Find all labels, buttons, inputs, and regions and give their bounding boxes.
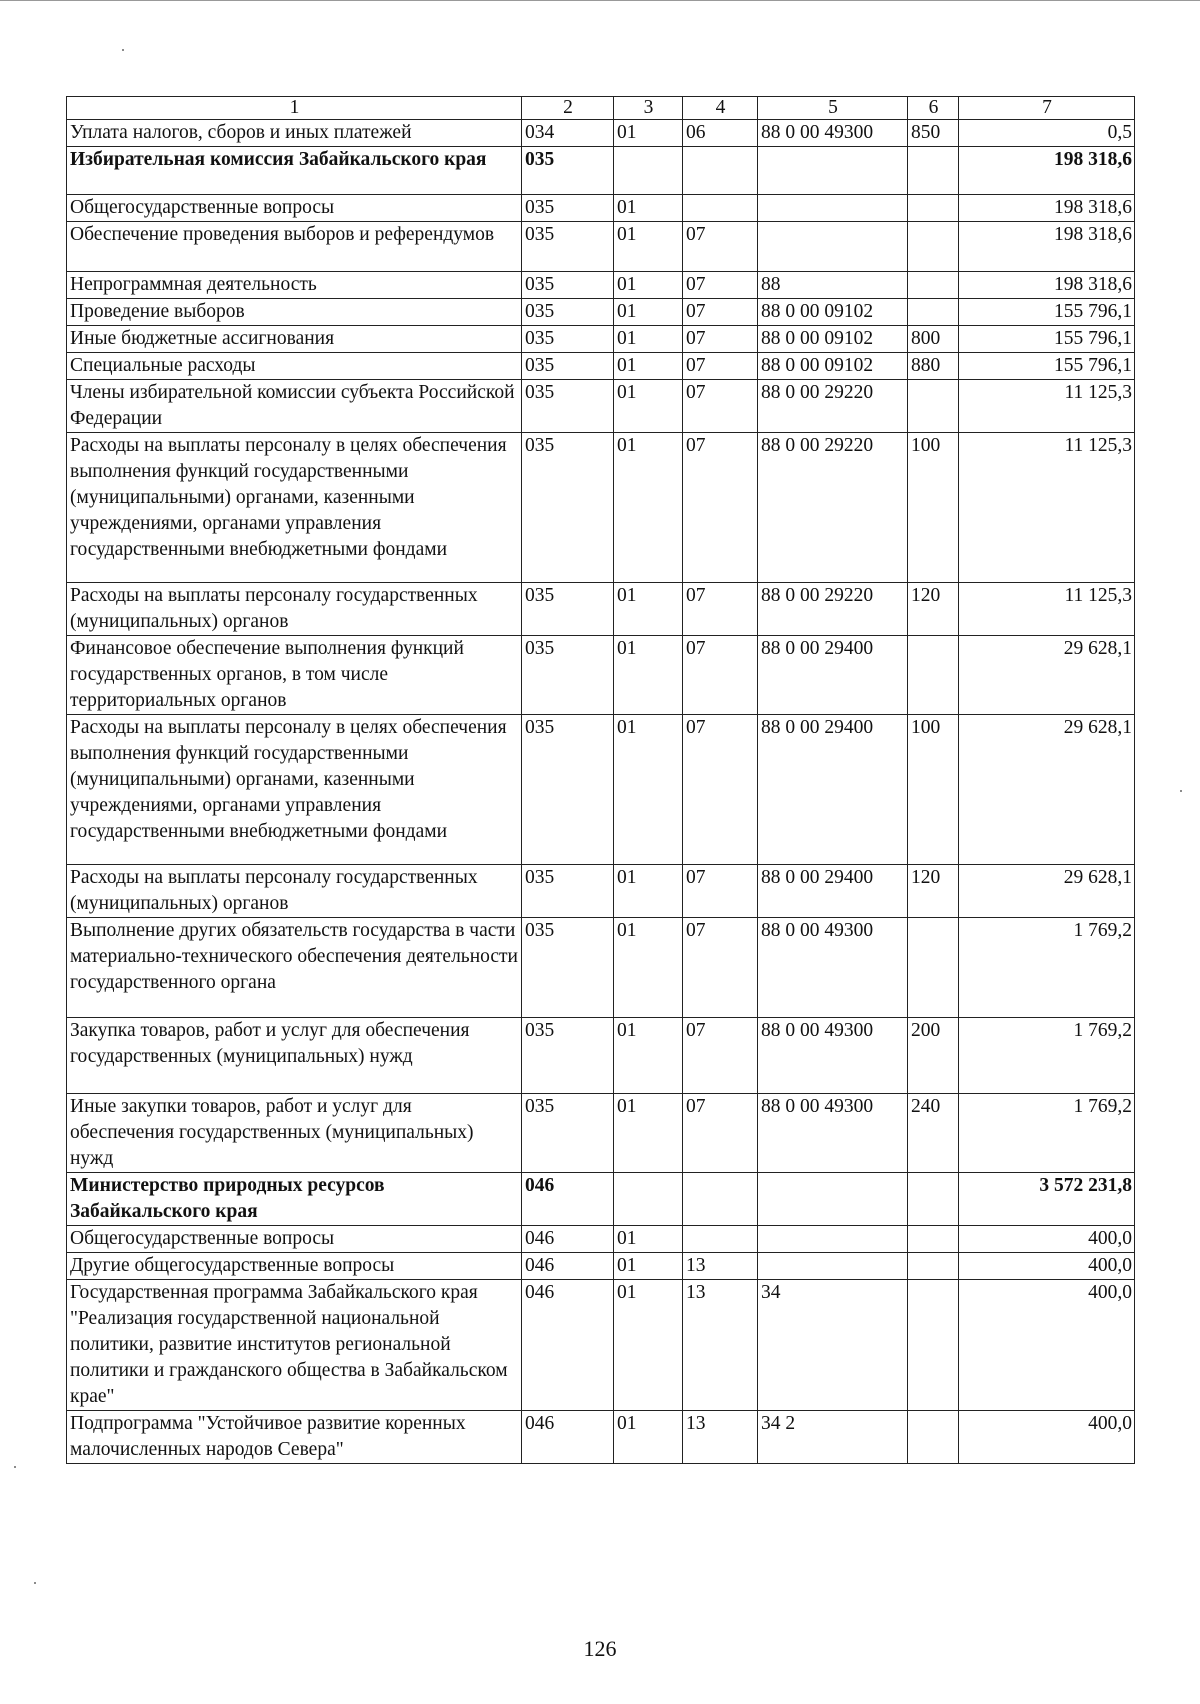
code-cell [758,147,908,195]
code-cell: 13 [683,1280,758,1411]
code-cell: 035 [522,1018,614,1094]
table-row [67,583,1135,636]
amount-cell: 400,0 [959,1280,1135,1411]
code-cell: 07 [683,715,758,865]
amount-cell: 0,5 [959,120,1135,147]
table-row [67,1094,1135,1173]
code-cell [908,272,959,299]
row-label-cell: Расходы на выплаты персоналу государственных (муниципальных) органов [67,865,522,918]
table-row [67,195,1135,222]
amount-cell: 11 125,3 [959,433,1135,583]
code-cell: 046 [522,1411,614,1464]
amount-cell: 11 125,3 [959,380,1135,433]
row-label-cell: Общегосударственные вопросы [67,1226,522,1253]
code-cell: 88 0 00 29220 [758,433,908,583]
table-row [67,433,1135,583]
table-row [67,1226,1135,1253]
code-cell: 880 [908,353,959,380]
column-header: 6 [908,97,959,120]
code-cell: 01 [614,353,683,380]
row-label-cell: Министерство природных ресурсов Забайкальского края [67,1173,522,1226]
amount-cell: 155 796,1 [959,326,1135,353]
code-cell: 035 [522,715,614,865]
code-cell: 07 [683,326,758,353]
code-cell: 88 0 00 09102 [758,299,908,326]
row-label-cell: Расходы на выплаты персоналу государственных (муниципальных) органов [67,583,522,636]
code-cell: 01 [614,715,683,865]
code-cell: 035 [522,299,614,326]
code-cell [758,1253,908,1280]
code-cell [758,222,908,272]
code-cell: 01 [614,433,683,583]
code-cell [908,299,959,326]
code-cell: 88 0 00 29220 [758,380,908,433]
code-cell [758,195,908,222]
code-cell: 100 [908,715,959,865]
row-label-cell: Расходы на выплаты персоналу в целях обеспечения выполнения функций государственными (муниципальными) органами, казенными учреждениями, органами управления государственными внебюджетными фондами [67,433,522,583]
code-cell: 046 [522,1173,614,1226]
code-cell: 035 [522,1094,614,1173]
scan-speck [34,1582,36,1584]
table-row [67,299,1135,326]
code-cell: 88 [758,272,908,299]
amount-cell: 198 318,6 [959,272,1135,299]
amount-cell: 11 125,3 [959,583,1135,636]
code-cell [908,1411,959,1464]
code-cell: 88 0 00 49300 [758,120,908,147]
table-row [67,222,1135,272]
code-cell: 07 [683,1018,758,1094]
table-row [67,715,1135,865]
row-label-cell: Специальные расходы [67,353,522,380]
code-cell [908,195,959,222]
code-cell [908,1173,959,1226]
row-label-cell: Уплата налогов, сборов и иных платежей [67,120,522,147]
code-cell: 06 [683,120,758,147]
row-label-cell: Непрограммная деятельность [67,272,522,299]
code-cell: 07 [683,433,758,583]
code-cell: 34 2 [758,1411,908,1464]
code-cell: 035 [522,147,614,195]
column-header: 7 [959,97,1135,120]
amount-cell: 198 318,6 [959,147,1135,195]
code-cell: 01 [614,583,683,636]
code-cell: 046 [522,1280,614,1411]
code-cell: 88 0 00 29400 [758,865,908,918]
table-row [67,865,1135,918]
code-cell: 035 [522,326,614,353]
code-cell: 850 [908,120,959,147]
amount-cell: 400,0 [959,1253,1135,1280]
code-cell: 88 0 00 29400 [758,715,908,865]
code-cell: 88 0 00 29220 [758,583,908,636]
scan-speck [14,1466,16,1468]
code-cell: 035 [522,222,614,272]
row-label-cell: Обеспечение проведения выборов и референдумов [67,222,522,272]
code-cell: 13 [683,1411,758,1464]
code-cell [908,1280,959,1411]
code-cell: 035 [522,195,614,222]
code-cell [908,147,959,195]
table-row [67,636,1135,715]
page-number: 126 [583,1636,617,1661]
code-cell: 07 [683,222,758,272]
code-cell: 01 [614,1018,683,1094]
table-row [67,918,1135,1018]
code-cell: 13 [683,1253,758,1280]
column-header: 1 [67,97,522,120]
code-cell [908,1253,959,1280]
code-cell: 07 [683,636,758,715]
code-cell: 035 [522,272,614,299]
table-row [67,147,1135,195]
code-cell: 01 [614,1094,683,1173]
code-cell [908,222,959,272]
code-cell: 01 [614,299,683,326]
table-row [67,326,1135,353]
code-cell: 01 [614,222,683,272]
code-cell: 88 0 00 49300 [758,918,908,1018]
amount-cell: 3 572 231,8 [959,1173,1135,1226]
code-cell: 07 [683,380,758,433]
row-label-cell: Государственная программа Забайкальского края "Реализация государственной национальной политики, развитие институтов региональной политики и гражданского общества в Забайкальском крае" [67,1280,522,1411]
code-cell: 034 [522,120,614,147]
code-cell: 01 [614,272,683,299]
code-cell [614,1173,683,1226]
code-cell: 88 0 00 49300 [758,1018,908,1094]
code-cell: 88 0 00 09102 [758,326,908,353]
table-row [67,353,1135,380]
row-label-cell: Проведение выборов [67,299,522,326]
table-row [67,1018,1135,1094]
code-cell: 88 0 00 09102 [758,353,908,380]
amount-cell: 400,0 [959,1226,1135,1253]
amount-cell: 198 318,6 [959,195,1135,222]
amount-cell: 29 628,1 [959,715,1135,865]
code-cell: 046 [522,1226,614,1253]
header-row [67,97,1135,120]
row-label-cell: Общегосударственные вопросы [67,195,522,222]
code-cell [908,380,959,433]
amount-cell: 29 628,1 [959,865,1135,918]
code-cell [908,636,959,715]
amount-cell: 400,0 [959,1411,1135,1464]
scan-speck [122,49,124,51]
row-label-cell: Другие общегосударственные вопросы [67,1253,522,1280]
code-cell: 01 [614,1253,683,1280]
code-cell [683,1173,758,1226]
code-cell: 07 [683,918,758,1018]
code-cell [683,147,758,195]
amount-cell: 198 318,6 [959,222,1135,272]
row-label-cell: Финансовое обеспечение выполнения функций государственных органов, в том числе территориальных органов [67,636,522,715]
code-cell: 035 [522,865,614,918]
code-cell: 34 [758,1280,908,1411]
code-cell: 120 [908,583,959,636]
code-cell: 07 [683,272,758,299]
code-cell: 100 [908,433,959,583]
code-cell [683,1226,758,1253]
amount-cell: 155 796,1 [959,299,1135,326]
code-cell: 01 [614,1280,683,1411]
amount-cell: 155 796,1 [959,353,1135,380]
code-cell [683,195,758,222]
code-cell: 01 [614,120,683,147]
budget-table [66,96,1135,1464]
column-header: 5 [758,97,908,120]
scan-speck [1180,790,1182,792]
table-row [67,380,1135,433]
code-cell [614,147,683,195]
table-row [67,1411,1135,1464]
row-label-cell: Подпрограмма "Устойчивое развитие коренных малочисленных народов Севера" [67,1411,522,1464]
code-cell: 035 [522,583,614,636]
code-cell: 01 [614,326,683,353]
code-cell: 07 [683,865,758,918]
code-cell: 240 [908,1094,959,1173]
code-cell: 07 [683,583,758,636]
code-cell: 07 [683,299,758,326]
row-label-cell: Выполнение других обязательств государства в части материально-технического обеспечения деятельности государственного органа [67,918,522,1018]
amount-cell: 1 769,2 [959,918,1135,1018]
code-cell: 07 [683,353,758,380]
code-cell [908,918,959,1018]
code-cell: 200 [908,1018,959,1094]
code-cell: 035 [522,353,614,380]
code-cell: 01 [614,918,683,1018]
code-cell: 046 [522,1253,614,1280]
code-cell: 01 [614,865,683,918]
row-label-cell: Иные закупки товаров, работ и услуг для обеспечения государственных (муниципальных) нужд [67,1094,522,1173]
code-cell: 01 [614,1226,683,1253]
code-cell: 88 0 00 29400 [758,636,908,715]
row-label-cell: Закупка товаров, работ и услуг для обеспечения государственных (муниципальных) нужд [67,1018,522,1094]
code-cell: 01 [614,636,683,715]
table-row [67,272,1135,299]
amount-cell: 1 769,2 [959,1094,1135,1173]
table-row [67,1173,1135,1226]
code-cell: 035 [522,918,614,1018]
code-cell: 07 [683,1094,758,1173]
row-label-cell: Избирательная комиссия Забайкальского края [67,147,522,195]
code-cell: 035 [522,433,614,583]
code-cell [908,1226,959,1253]
column-header: 4 [683,97,758,120]
code-cell: 88 0 00 49300 [758,1094,908,1173]
code-cell [758,1173,908,1226]
amount-cell: 1 769,2 [959,1018,1135,1094]
scan-edge-top [0,0,1200,1]
code-cell [758,1226,908,1253]
code-cell: 800 [908,326,959,353]
table-row [67,120,1135,147]
code-cell: 01 [614,380,683,433]
row-label-cell: Расходы на выплаты персоналу в целях обеспечения выполнения функций государственными (муниципальными) органами, казенными учреждениями, органами управления государственными внебюджетными фондами [67,715,522,865]
amount-cell: 29 628,1 [959,636,1135,715]
table-row [67,1280,1135,1411]
code-cell: 035 [522,636,614,715]
table-row [67,1253,1135,1280]
code-cell: 035 [522,380,614,433]
row-label-cell: Иные бюджетные ассигнования [67,326,522,353]
code-cell: 120 [908,865,959,918]
code-cell: 01 [614,1411,683,1464]
code-cell: 01 [614,195,683,222]
row-label-cell: Члены избирательной комиссии субъекта Российской Федерации [67,380,522,433]
column-header: 3 [614,97,683,120]
column-header: 2 [522,97,614,120]
